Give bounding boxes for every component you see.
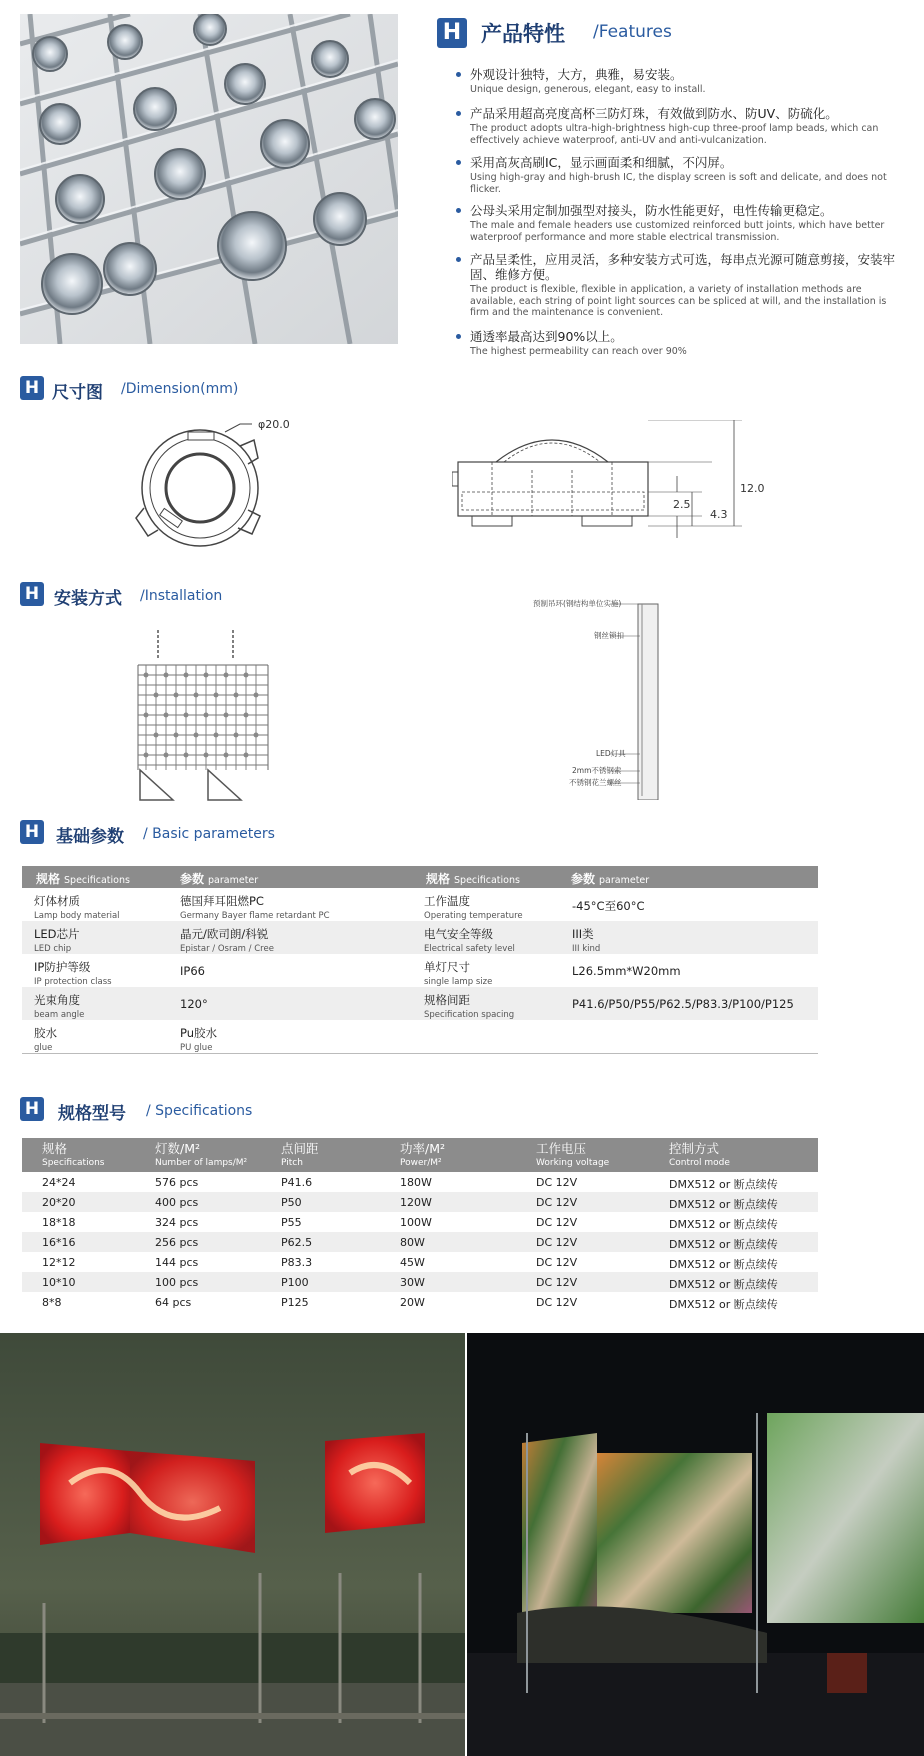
basic-title: 基础参数 — [56, 827, 124, 847]
dimension-title: 尺寸图 — [52, 383, 103, 403]
table-row: IP防护等级 IP protection class IP66 单灯尺寸 single lamp size L26.5mm*W20mm — [34, 960, 681, 987]
dimension-title-en: /Dimension(mm) — [121, 381, 239, 397]
specs-title-en: / Specifications — [146, 1103, 253, 1119]
table-row: 胶水 glue Pu胶水 PU glue — [34, 1026, 218, 1053]
table-row: 光束角度 beam angle 120° 规格间距 Specification spacing P41.6/P50/P55/P62.5/P83.3/P100/P125 — [22, 987, 818, 1020]
table-row: 16*16 256 pcs P62.5 80W DC 12V DMX512 or 断点续传 — [22, 1232, 818, 1252]
specs-table — [22, 1138, 818, 1312]
project-photo-left — [0, 1333, 465, 1756]
table-header: 规格 Specifications 灯数/M² Number of lamps/M² 点间距 Pitch 功率/M² Power/M² 工作电压 Working voltage 控制方式 Control mode — [22, 1138, 818, 1172]
table-row: 灯体材质 Lamp body material 德国拜耳阻燃PC Germany Bayer flame retardant PC 工作温度 Operating temperature -45°C至60°C — [34, 894, 645, 921]
dimension-diameter: φ20.0 — [258, 418, 290, 431]
table-row: 10*10 100 pcs P100 30W DC 12V DMX512 or 断点续传 — [22, 1272, 818, 1292]
section-h-icon: H — [20, 1097, 44, 1121]
table-row: 12*12 144 pcs P83.3 45W DC 12V DMX512 or 断点续传 — [42, 1256, 778, 1271]
installation-label: 钢丝锁扣 — [594, 631, 624, 640]
table-row: LED芯片 LED chip 晶元/欧司朗/科锐 Epistar / Osram / Cree 电气安全等级 Electrical safety level III类 III kind — [22, 921, 818, 954]
installation-title-en: /Installation — [140, 588, 223, 604]
dimension-height-b: 4.3 — [710, 508, 728, 521]
feature-item: 产品采用超高亮度高杯三防灯珠，有效做到防水、防UV、防硫化。 The product adopts ultra-high-brightness high-cup three-proof lamp beads, which can effectively achieve waterproof, anti-UV and anti-vulcanization. — [456, 106, 901, 146]
dimension-height-a: 2.5 — [673, 498, 691, 511]
features-title: 产品特性 — [481, 22, 565, 46]
installation-title: 安装方式 — [54, 589, 122, 609]
section-h-icon: H — [20, 376, 44, 400]
table-header: 规格 Specifications 参数 parameter 规格 Specifications 参数 parameter — [22, 866, 818, 888]
product-photo — [20, 14, 398, 344]
installation-label: 预制吊环(钢结构单位实施) — [533, 599, 622, 608]
dimension-top-view — [130, 418, 290, 558]
installation-label: 2mm不锈钢索 — [572, 766, 622, 775]
feature-item: 产品呈柔性，应用灵活，多种安装方式可选，每串点光源可随意剪接，安装牢固、维修方便。 The product is flexible, flexible in application, a variety of installation methods are available, each string of point light sources can be spliced at will, and the installation is firm and the maintenance is convenient. — [456, 252, 901, 319]
section-h-icon: H — [437, 18, 467, 48]
feature-item: 外观设计独特，大方，典雅，易安装。 Unique design, generous, elegant, easy to install. — [456, 67, 901, 96]
installation-label: LED灯具 — [596, 749, 626, 758]
section-h-icon: H — [20, 582, 44, 606]
table-row: 20*20 400 pcs P50 120W DC 12V DMX512 or 断点续传 — [22, 1192, 818, 1212]
project-photo-right — [467, 1333, 924, 1756]
table-row: 24*24 576 pcs P41.6 180W DC 12V DMX512 or 断点续传 — [42, 1176, 778, 1191]
basic-title-en: / Basic parameters — [143, 826, 275, 842]
installation-label: 不锈钢花兰螺丝 — [569, 778, 622, 787]
feature-item: 公母头采用定制加强型对接头，防水性能更好，电性传输更稳定。 The male and female headers use customized reinforced butt joints, which have better waterproof performance and more stable electrical transmission. — [456, 203, 901, 243]
basic-params-table — [22, 866, 818, 1054]
feature-item: 采用高灰高刷IC，显示画面柔和细腻，不闪屏。 Using high-gray and high-brush IC, the display screen is soft and delicate, and does not flicker. — [456, 155, 901, 195]
features-title-en: /Features — [593, 22, 672, 42]
dimension-height-total: 12.0 — [740, 482, 765, 495]
specs-title: 规格型号 — [58, 1104, 126, 1124]
table-row: 18*18 324 pcs P55 100W DC 12V DMX512 or 断点续传 — [42, 1216, 778, 1231]
dimension-side-view — [452, 420, 772, 550]
table-row: 8*8 64 pcs P125 20W DC 12V DMX512 or 断点续传 — [42, 1296, 778, 1311]
installation-front-diagram — [128, 620, 278, 810]
section-h-icon: H — [20, 820, 44, 844]
feature-item: 通透率最高达到90%以上。 The highest permeability can reach over 90% — [456, 329, 901, 358]
